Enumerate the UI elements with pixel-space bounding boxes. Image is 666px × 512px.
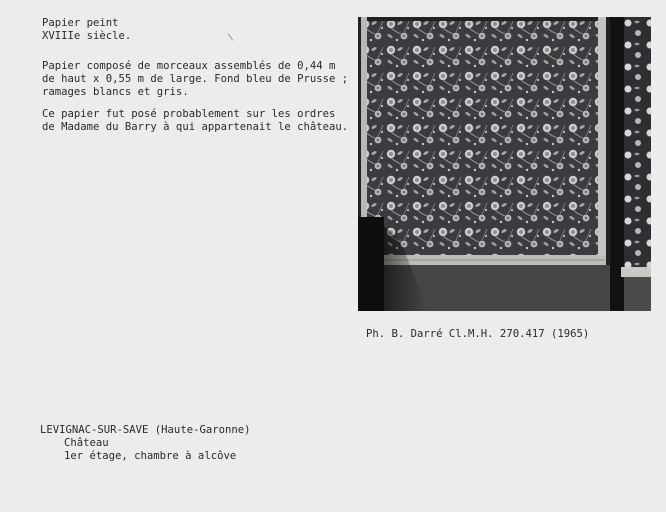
description-line: ramages blancs et gris. [42,86,189,98]
title-block [42,17,131,43]
wallpaper-photo [358,17,651,311]
description-line: de haut x 0,55 m de large. Fond bleu de Prusse ; [42,73,349,85]
location-room: 1er étage, chambre à alcôve [64,450,237,462]
note-line: de Madame du Barry à qui appartenait le château. [42,121,349,133]
photo-caption: Ph. B. Darré Cl.M.H. 270.417 (1965) [366,328,590,340]
location-town: LEVIGNAC-SUR-SAVE (Haute-Garonne) [40,424,251,436]
location-block [40,424,250,463]
description-block [42,60,348,99]
location-building: Château [64,437,109,449]
description-line: Papier composé de morceaux assemblés de 0,44 m [42,60,336,72]
note-block [42,108,348,134]
wallpaper-photo-image [358,17,651,311]
object-date: XVIIIe siècle. [42,30,132,42]
note-line: Ce papier fut posé probablement sur les ordres [42,108,336,120]
pencil-mark [228,33,233,40]
object-title: Papier peint [42,17,119,29]
